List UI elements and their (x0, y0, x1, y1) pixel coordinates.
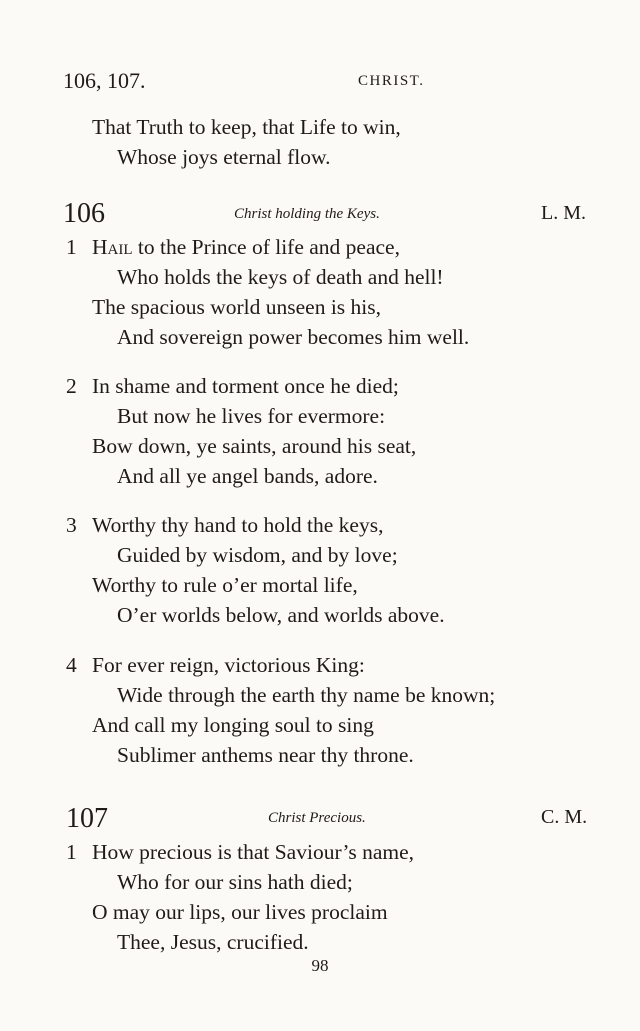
hymn-title: Christ holding the Keys. (234, 206, 380, 222)
verse-line: O’er worlds below, and worlds above. (117, 603, 445, 627)
verse-line: Wide through the earth thy name be known; (117, 683, 496, 707)
verse-number: 1 (66, 840, 77, 864)
header-hymn-numbers: 106, 107. (63, 68, 146, 93)
verse-first-line (92, 237, 400, 259)
verse-number: 1 (66, 235, 77, 259)
verse-first-line: For ever reign, victorious King: (92, 653, 365, 677)
first-line-rest: to the Prince of life and peace, (132, 235, 400, 259)
verse-first-line: How precious is that Saviour’s name, (92, 840, 415, 864)
continuation-line: That Truth to keep, that Life to win, (92, 115, 401, 139)
verse-line: Sublimer anthems near thy throne. (117, 743, 414, 767)
verse-number: 4 (66, 653, 77, 677)
verse-line: But now he lives for evermore: (117, 404, 386, 428)
hymn-title: Christ Precious. (268, 810, 366, 826)
verse-first-line: Worthy thy hand to hold the keys, (92, 513, 384, 537)
verse-line: Worthy to rule o’er mortal life, (92, 573, 358, 597)
verse-line: O may our lips, our lives proclaim (92, 900, 388, 924)
running-header (63, 68, 603, 98)
hymn-meter: C. M. (541, 806, 588, 828)
verse-line: The spacious world unseen is his, (92, 295, 382, 319)
verse-line: And all ye angel bands, adore. (117, 464, 378, 488)
continuation-line: Whose joys eternal flow. (117, 145, 331, 169)
page-number: 98 (311, 956, 329, 975)
verse-line: Thee, Jesus, crucified. (117, 930, 309, 954)
hymn-number: 107 (66, 803, 108, 834)
hymn-meter: L. M. (541, 202, 586, 224)
verse-line: Who for our sins hath died; (117, 870, 353, 894)
header-section-title: CHRIST. (358, 73, 425, 89)
verse-first-line: In shame and torment once he died; (92, 374, 399, 398)
verse-line: Who holds the keys of death and hell! (117, 265, 444, 289)
hymn-number: 106 (63, 198, 105, 229)
verse-line: Guided by wisdom, and by love; (117, 543, 398, 567)
verse-number: 2 (66, 374, 77, 398)
verse-number: 3 (66, 513, 77, 537)
drop-word: Hail (92, 235, 133, 259)
verse-line: And sovereign power becomes him well. (117, 325, 470, 349)
verse-line: Bow down, ye saints, around his seat, (92, 434, 417, 458)
verse-line: And call my longing soul to sing (92, 713, 374, 737)
